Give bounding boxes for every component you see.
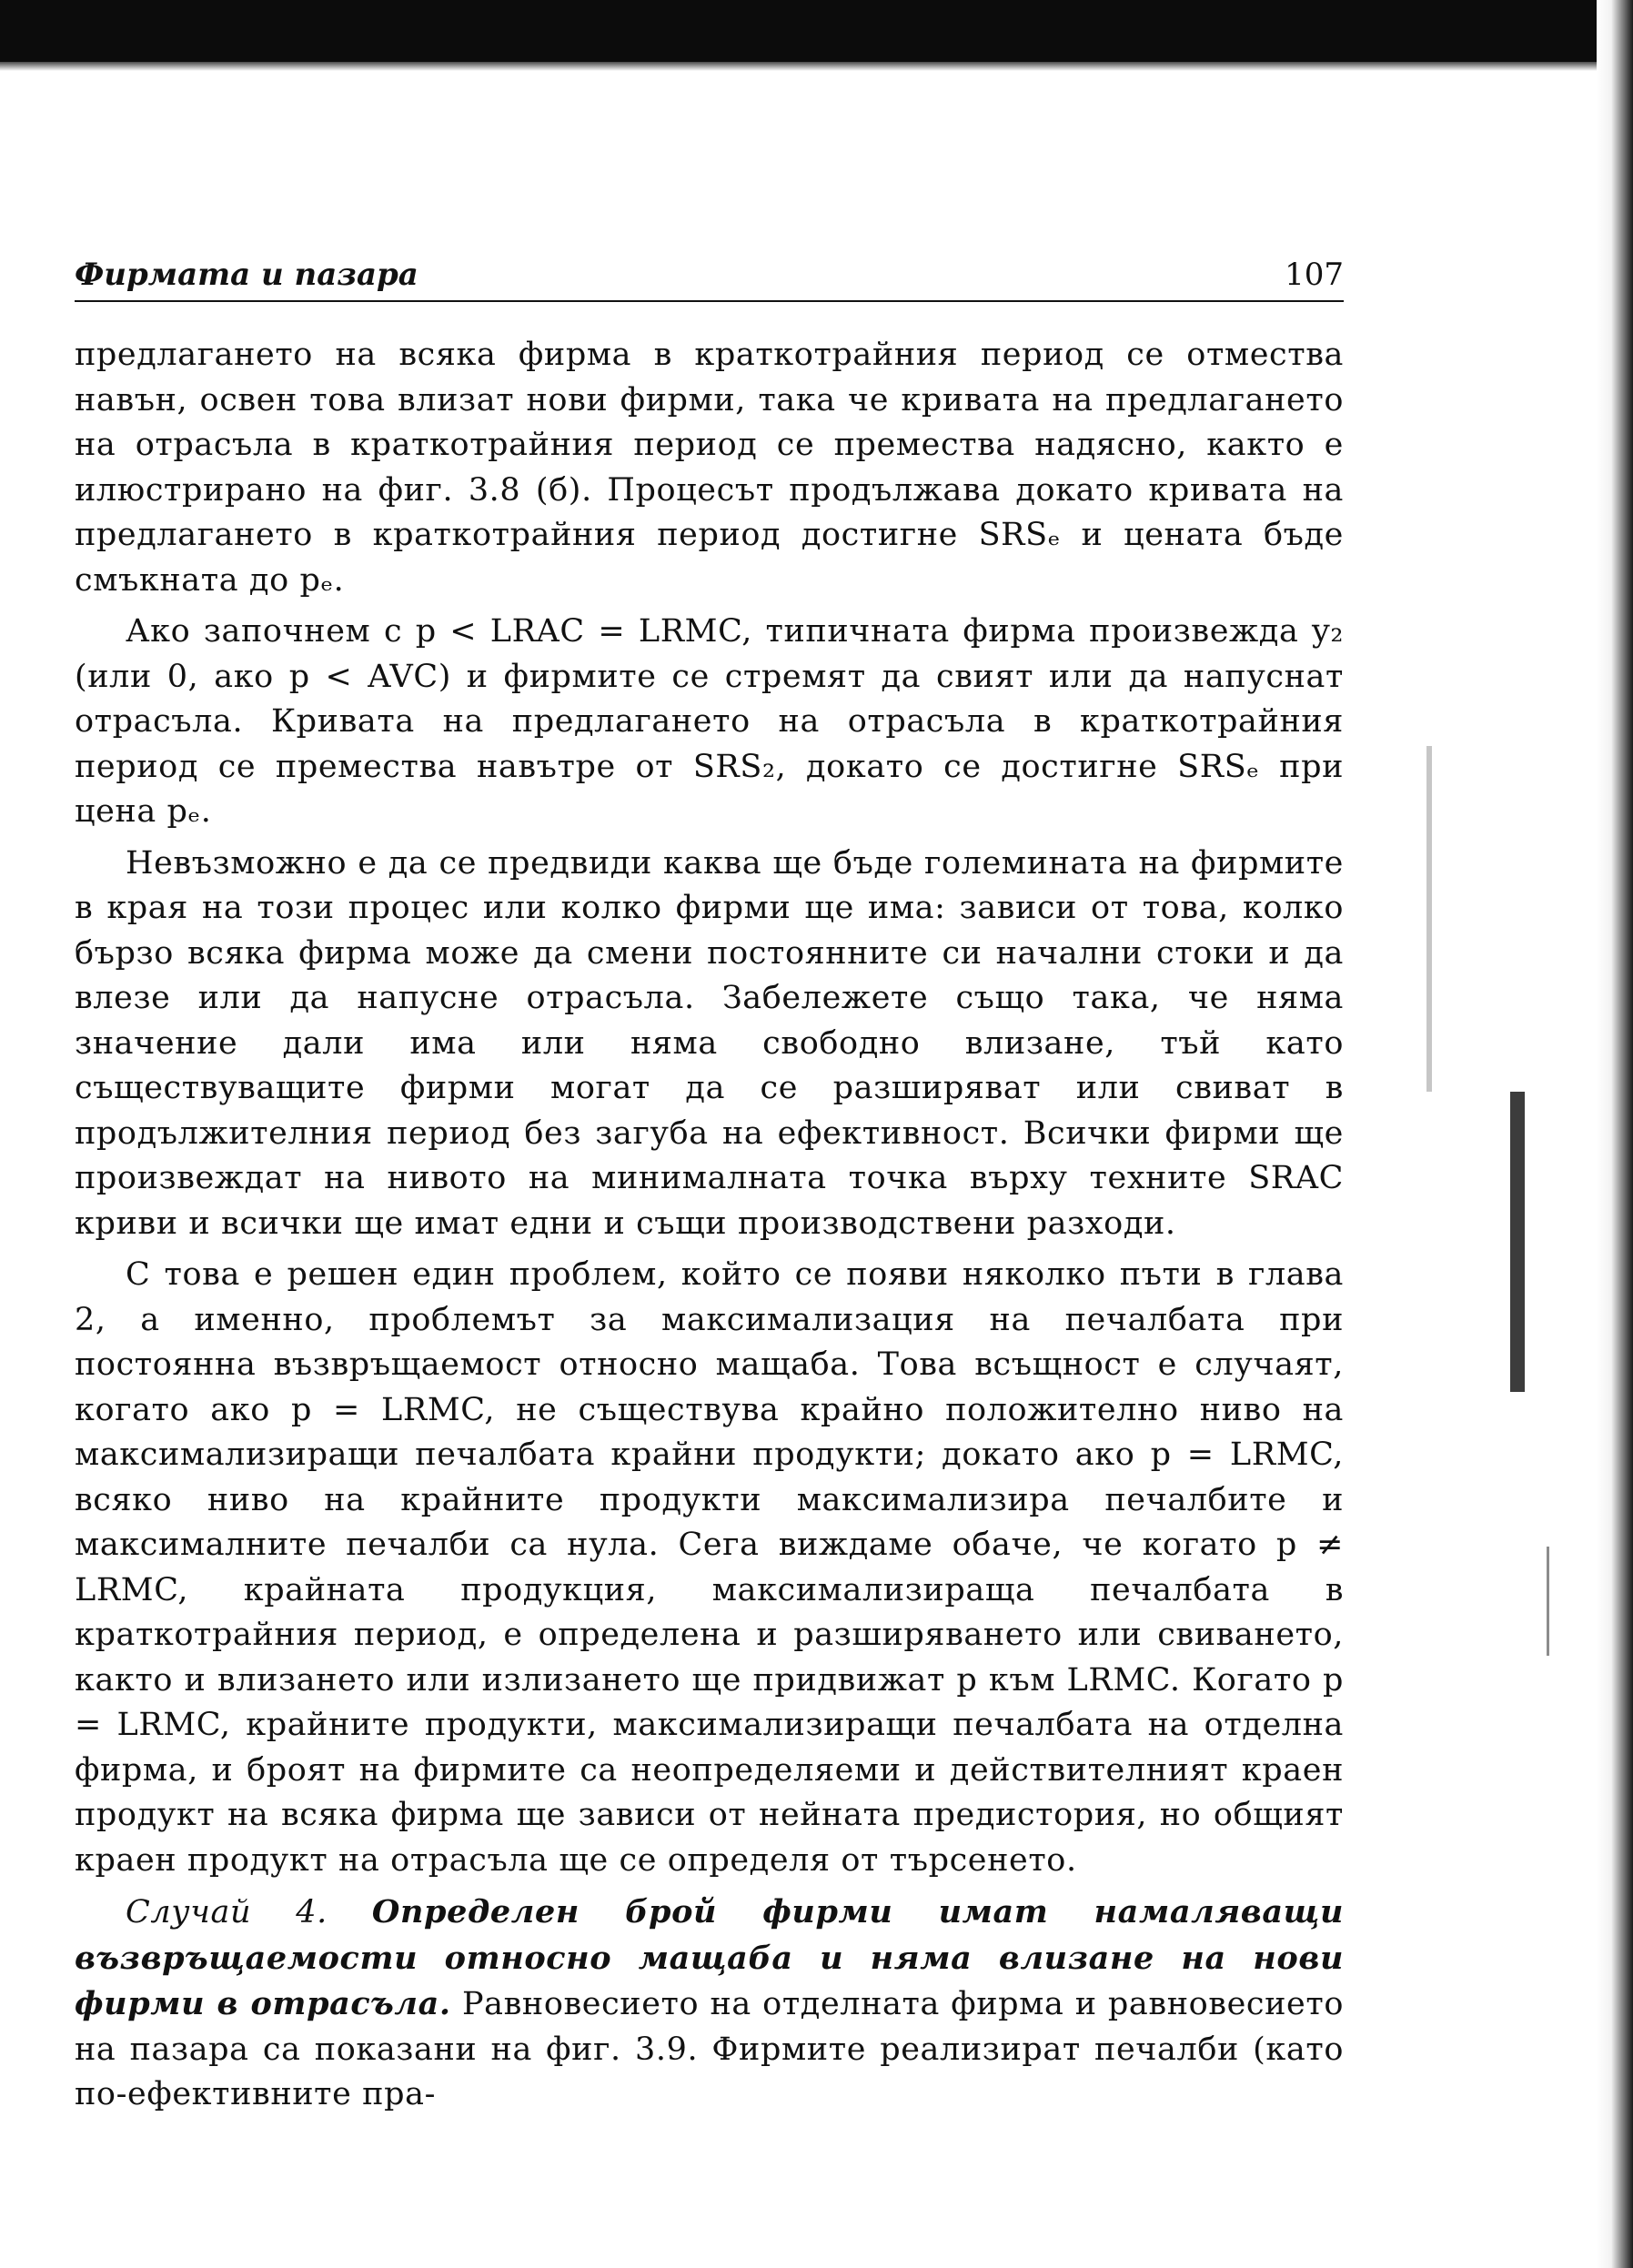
paragraph-case-4 (75, 1890, 1344, 2118)
scan-dark-border-top (0, 0, 1633, 62)
paragraph: Невъзможно е да се предвиди каква ще бъде големината на фирмите в края на този процес или колко фирми ще има: зависи от това, колко бързо всяка фирма може да смени постоянните си начални стоки и да влезе или да напусне отрасъла. Забележете също така, че няма значение дали има или няма свободно влизане, тъй като съществуващите фирми могат да се разширяват или свиват в продължителния период без загуба на ефективност. Всички фирми ще произвеждат на нивото на минималната точка върху техните SRAC криви и всички ще имат едни и същи производствени разходи. (75, 844, 1344, 1242)
case-label: Случай 4. (126, 1894, 328, 1930)
page-number: 107 (1285, 257, 1344, 293)
scan-margin-mark (1510, 1092, 1525, 1392)
scan-border-shadow (0, 62, 1633, 71)
paragraph: С това е решен един проблем, който се появи няколко пъти в глава 2, а именно, проблемът за максимализация на печалбата при постоянна възвръщаемост относно мащаба. Това всъщност е случаят, когато ако p = LRMC, не съществува крайно положително ниво на максимализиращи печалбата крайни продукти; докато ако p = LRMC, всяко ниво на крайните продукти максимализира печалбите и максималните печалби са нула. Сега виждаме обаче, че когато p ≠ LRMC, крайната продукция, максимализираща печалбата в краткотрайния период, е определена и разширяването или свиването, както и влизането или излизането ще придвижат p към LRMC. Когато p = LRMC, крайните продукти, максимализиращи печалбата на отделна фирма, и броят на фирмите са неопределяеми и действителният краен продукт на всяка фирма ще зависи от нейната предистория, но общият краен продукт на отрасъла ще се определя от търсенето. (75, 1256, 1344, 1879)
running-header (75, 246, 1344, 302)
scan-margin-mark (1426, 746, 1432, 1092)
paragraph: предлагането на всяка фирма в краткотрайния период се отмества навън, освен това влизат нови фирми, така че кривата на предлагането на отрасъла в краткотрайния период се премества надясно, както е илюстрирано на фиг. 3.8 (б). Процесът продължава докато кривата на предлагането в краткотрайния период достигне SRSₑ и цената бъде смъкната до pₑ. (75, 337, 1344, 599)
scan-dark-border-right (1597, 0, 1633, 2268)
document-page (75, 246, 1344, 2124)
case-text: Равновесието на отделната фирма и равновесието на пазара са показани на фиг. 3.9. Фирмите реализират печалби (като по-ефективните пра- (75, 1986, 1344, 2112)
body-text (75, 333, 1344, 2118)
running-title: Фирмата и пазара (75, 257, 418, 293)
scan-margin-mark (1547, 1547, 1549, 1656)
paragraph: Ако започнем с p < LRAC = LRMC, типичната фирма произвежда y₂ (или 0, ако p < AVC) и фирмите се стремят да свият или да напуснат отрасъла. Кривата на предлагането на отрасъла в краткотрайния период се премества навътре от SRS₂, докато се достигне SRSₑ при цена pₑ. (75, 613, 1344, 830)
case-heading: Определен брой фирми имат намаляващи възвръщаемости относно мащаба и няма влизане на нови фирми в отрасъла. (75, 1893, 1344, 2022)
